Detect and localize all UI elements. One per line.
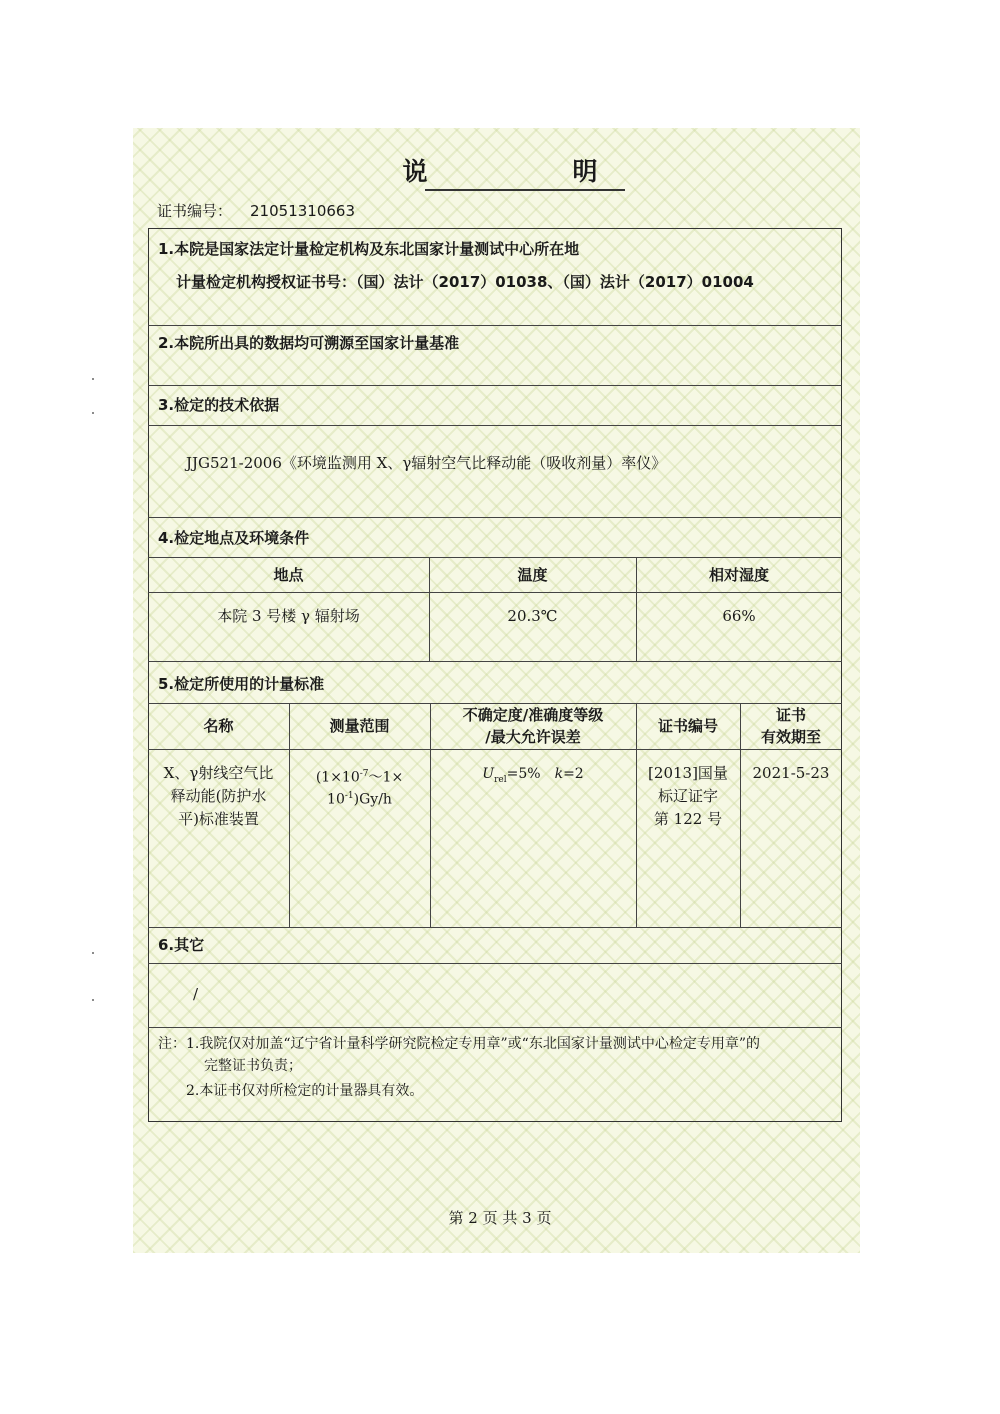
scan-speck bbox=[92, 378, 94, 380]
standard-name-line-1: X、γ射线空气比 bbox=[163, 764, 274, 782]
certificate-number-value: 21051310663 bbox=[250, 202, 355, 220]
scan-speck bbox=[92, 999, 94, 1001]
measurement-range-line-1: ($1\times 10^{-7}\sim 1\times$ bbox=[315, 769, 404, 786]
certificate-number bbox=[157, 200, 355, 221]
divider bbox=[148, 425, 842, 426]
divider bbox=[148, 1027, 842, 1028]
note-line-3: 2.本证书仅对所检定的计量器具有效。 bbox=[186, 1083, 424, 1099]
location-header: 地点 bbox=[273, 566, 304, 584]
scan-speck bbox=[92, 952, 94, 954]
scan-speck bbox=[92, 412, 94, 414]
divider bbox=[148, 592, 842, 593]
technical-basis-text: JJG521-2006《环境监测用 X、γ辐射空气比释动能（吸收剂量）率仪》 bbox=[186, 454, 667, 472]
page-number: 第 2 页 共 3 页 bbox=[448, 1209, 552, 1227]
section-1-line-1: 1.本院是国家法定计量检定机构及东北国家计量测试中心所在地 bbox=[158, 240, 580, 258]
range-header: 测量范围 bbox=[329, 717, 390, 735]
humidity-value: 66% bbox=[722, 607, 756, 625]
validity-header-line-1: 证书 bbox=[775, 706, 806, 724]
section-6-heading: 6.其它 bbox=[158, 936, 205, 954]
location-value: 本院 3 号楼 γ 辐射场 bbox=[217, 607, 360, 625]
divider bbox=[148, 325, 842, 326]
divider bbox=[148, 749, 842, 750]
cert-number-header: 证书编号 bbox=[657, 717, 718, 735]
humidity-header: 相对湿度 bbox=[708, 566, 769, 584]
section-2-heading: 2.本院所出具的数据均可溯源至国家计量基准 bbox=[158, 334, 460, 352]
uncertainty-header-line-1: 不确定度/准确度等级 bbox=[462, 706, 604, 724]
title-underline bbox=[425, 189, 625, 191]
divider bbox=[148, 517, 842, 518]
temperature-header: 温度 bbox=[517, 566, 548, 584]
divider bbox=[148, 385, 842, 386]
section-3-heading: 3.检定的技术依据 bbox=[158, 396, 280, 414]
standard-name-line-3: 平)标准装置 bbox=[178, 810, 259, 828]
section-4-heading: 4.检定地点及环境条件 bbox=[158, 529, 310, 547]
page-title: 说 明 bbox=[402, 157, 658, 186]
validity-date: 2021-5-23 bbox=[752, 764, 830, 782]
temperature-value: 20.3℃ bbox=[507, 607, 558, 625]
measurement-range-line-2: $10^{-1})Gy/h$ bbox=[327, 791, 392, 808]
validity-header-line-2: 有效期至 bbox=[760, 728, 821, 746]
certificate-number-label: 证书编号： bbox=[157, 202, 233, 220]
section-6-text: / bbox=[193, 985, 199, 1003]
name-header: 名称 bbox=[203, 717, 234, 735]
note-line-1: 注：1.我院仅对加盖“辽宁省计量科学研究院检定专用章”或“东北国家计量测试中心检定专用章”的 bbox=[158, 1036, 760, 1052]
divider bbox=[148, 661, 842, 662]
cert-number-line-1: [2013]国量 bbox=[648, 764, 728, 782]
section-5-heading: 5.检定所使用的计量标准 bbox=[158, 675, 325, 693]
section-1-line-2: 计量检定机构授权证书号：（国）法计（2017）01038、（国）法计（2017）01004 bbox=[176, 273, 754, 291]
cert-number-line-3: 第 122 号 bbox=[653, 810, 723, 828]
divider bbox=[148, 927, 842, 928]
divider bbox=[148, 963, 842, 964]
divider bbox=[148, 557, 842, 558]
uncertainty-value: $U_{rel}=5\%$ k=2 bbox=[482, 766, 584, 785]
uncertainty-header-line-2: /最大允许误差 bbox=[485, 728, 581, 746]
cert-number-line-2: 标辽证字 bbox=[657, 787, 718, 805]
note-line-2: 完整证书负责； bbox=[204, 1058, 302, 1074]
standard-name-line-2: 释动能(防护水 bbox=[170, 787, 267, 805]
